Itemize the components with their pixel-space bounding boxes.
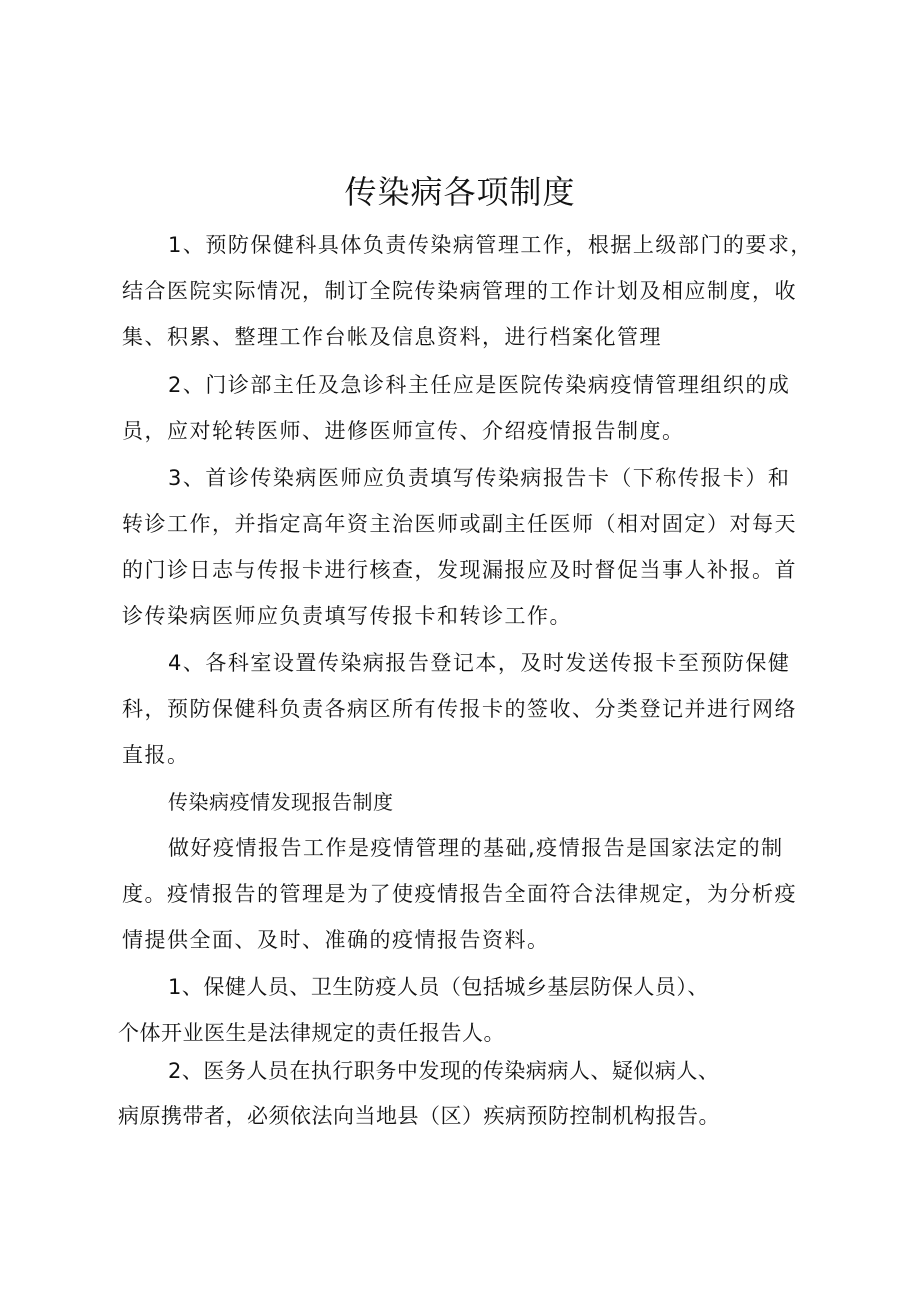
paragraph-line: 结合医院实际情况，制订全院传染病管理的工作计划及相应制度，收 [122,279,797,303]
paragraph-line: 2、医务人员在执行职务中发现的传染病病人、疑似病人、 [168,1059,720,1083]
paragraph-line: 诊传染病医师应负责填写传报卡和转诊工作。 [122,604,572,628]
paragraph-line: 情提供全面、及时、准确的疫情报告资料。 [122,928,550,952]
paragraph-line: 直报。 [122,743,190,767]
paragraph-line: 集、积累、整理工作台帐及信息资料，进行档案化管理 [122,325,662,349]
paragraph-line: 个体开业医生是法律规定的责任报告人。 [118,1021,505,1045]
paragraph-line: 员，应对轮转医师、进修医师宣传、介绍疫情报告制度。 [122,419,685,443]
paragraph-line: 科，预防保健科负责各病区所有传报卡的签收、分类登记并进行网络 [122,697,797,721]
paragraph-line: 度。疫情报告的管理是为了使疫情报告全面符合法律规定，为分析疫 [122,882,797,906]
paragraph-line: 做好疫情报告工作是疫情管理的基础,疫情报告是国家法定的制 [168,836,784,860]
paragraph-line: 转诊工作，并指定高年资主治医师或副主任医师（相对固定）对每天 [122,512,797,536]
paragraph-line: 4、各科室设置传染病报告登记本，及时发送传报卡至预防保健 [168,651,791,675]
paragraph-line: 1、保健人员、卫生防疫人员（包括城乡基层防保人员）、 [168,975,709,999]
paragraph-line: 1、预防保健科具体负责传染病管理工作，根据上级部门的要求， [168,233,813,257]
paragraph-line: 病原携带者，必须依法向当地县（区）疾病预防控制机构报告。 [118,1104,720,1128]
section-heading: 传染病疫情发现报告制度 [168,790,394,814]
paragraph-line: 的门诊日志与传报卡进行核查，发现漏报应及时督促当事人补报。首 [122,558,797,582]
paragraph-line: 2、门诊部主任及急诊科主任应是医院传染病疫情管理组织的成 [168,373,791,397]
document-title: 传染病各项制度 [344,173,576,211]
paragraph-line: 3、首诊传染病医师应负责填写传染病报告卡（下称传报卡）和 [168,466,791,490]
